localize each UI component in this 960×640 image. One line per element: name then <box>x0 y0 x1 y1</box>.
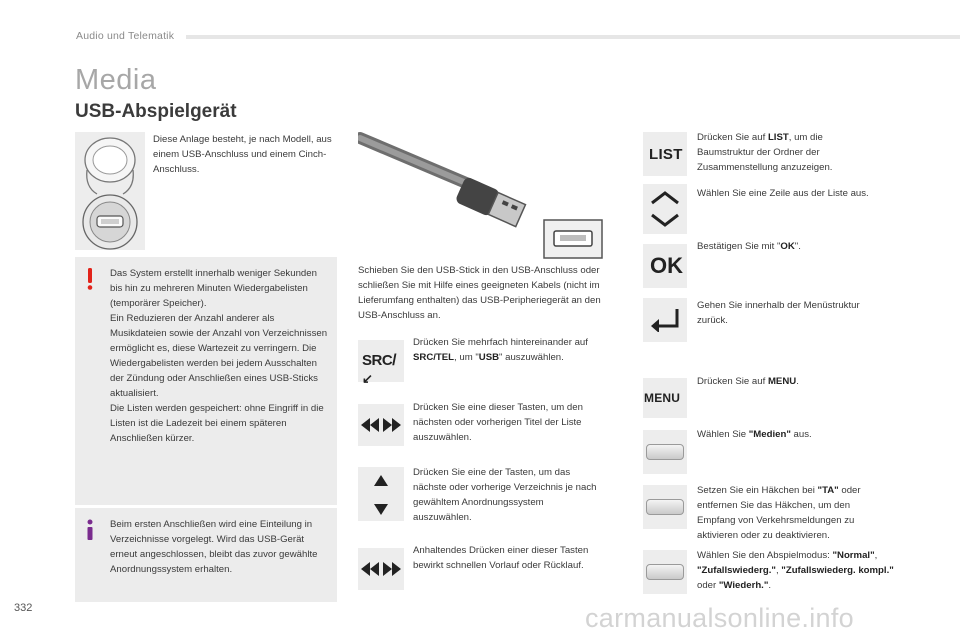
list-post: , um die Baumstruktur der Ordner der Zusammenstellung anzuzeigen. <box>697 132 833 173</box>
list-icon: LIST <box>649 146 683 163</box>
warning-panel <box>75 257 337 505</box>
menu-bold: MENU <box>767 376 797 387</box>
mode-sep4: . <box>768 580 772 591</box>
info-panel <box>75 508 337 602</box>
list-button-box <box>643 132 687 176</box>
fast-buttons-box <box>358 548 404 590</box>
ta-button-box <box>643 485 687 529</box>
prev-next-track-icon <box>361 418 401 432</box>
page-subtitle: USB-Abspielgerät <box>75 101 237 122</box>
back-instruction: Gehen Sie innerhalb der Menüstruktur zurück. <box>697 300 860 326</box>
info-text: Beim ersten Anschließen wird eine Einteilung in Verzeichnisse vorgelegt. Wird das USB-Gerät erneut angeschlossen, bleibt das zuvor gewählte Anordnungssystem erhalten. <box>110 519 318 575</box>
ta-post: oder entfernen Sie das Häkchen, um den Empfang von Verkehrsmeldungen zu aktivieren oder zu deaktivieren. <box>697 485 861 541</box>
ta-softkey-icon <box>646 499 684 515</box>
mode-normal: "Normal" <box>832 550 875 561</box>
fast-instruction: Anhaltendes Drücken einer dieser Tasten bewirkt schnellen Vorlauf oder Rücklauf. <box>413 545 589 571</box>
info-icon <box>84 519 96 541</box>
menu-icon: MENU <box>644 391 681 405</box>
folder-buttons-box <box>358 467 404 521</box>
medien-button-box <box>643 430 687 474</box>
updown-button-box <box>643 184 687 234</box>
src-post: " auszuwählen. <box>499 352 564 363</box>
medien-softkey-icon <box>646 444 684 460</box>
list-bold: LIST <box>767 132 789 143</box>
back-arrow-icon <box>650 308 680 332</box>
usb-stick-illustration <box>358 128 608 263</box>
back-button-box <box>643 298 687 342</box>
src-pre: Drücken Sie mehrfach hintereinander auf <box>413 337 588 348</box>
src-tel-icon: SRC/↙ <box>362 352 397 386</box>
mode-shuffle-all: "Zufallswiederg. kompl." <box>781 565 894 576</box>
src-button-icon-box <box>358 340 404 386</box>
medien-bold: "Medien" <box>748 429 791 440</box>
mode-softkey-icon <box>646 564 684 580</box>
mode-pre: Wählen Sie den Abspielmodus: <box>697 550 833 561</box>
up-down-chevron-icon <box>650 190 680 228</box>
ta-pre: Setzen Sie ein Häkchen bei <box>697 485 818 496</box>
exclamation-icon <box>83 267 97 291</box>
usb-instruction-text: Schieben Sie den USB-Stick in den USB-Anschluss oder schließen Sie mit Hilfe eines geeigneten Kabels (nicht im Lieferumfang enthalten) das USB-Peripheriegerät an den USB-Anschluss an. <box>358 265 601 321</box>
menu-pre: Drücken Sie auf <box>697 376 768 387</box>
mode-button-box <box>643 550 687 594</box>
up-down-folder-icon <box>374 475 388 515</box>
usb-stick-icon <box>358 128 608 263</box>
updown-instruction: Wählen Sie eine Zeile aus der Liste aus. <box>697 188 869 199</box>
page-title: Media <box>75 64 157 96</box>
ta-instruction <box>697 483 887 543</box>
section-header: Audio und Telematik <box>76 30 175 42</box>
medien-pre: Wählen Sie <box>697 429 749 440</box>
menu-post: . <box>796 376 799 387</box>
ok-pre: Bestätigen Sie mit " <box>697 241 781 252</box>
usb-socket-illustration <box>75 132 145 250</box>
fast-forward-rewind-icon <box>361 562 401 576</box>
list-instruction <box>697 130 877 175</box>
track-instruction: Drücken Sie eine dieser Tasten, um den nächsten oder vorherigen Titel der Liste auszuwählen. <box>413 402 583 443</box>
src-instruction <box>413 335 608 365</box>
mode-sep2: , <box>775 565 782 576</box>
medien-instruction <box>697 427 877 442</box>
medien-post: aus. <box>790 429 812 440</box>
header-divider <box>186 35 960 39</box>
track-buttons-box <box>358 404 404 446</box>
ok-bold: OK <box>780 241 795 252</box>
page-number: 332 <box>14 602 33 614</box>
src-bold: SRC/TEL <box>413 352 455 363</box>
ok-post: ". <box>794 241 801 252</box>
ok-button-box <box>643 244 687 288</box>
usb-bold: USB <box>478 352 500 363</box>
src-mid: , um " <box>454 352 479 363</box>
mode-sep3: oder <box>697 580 719 591</box>
list-pre: Drücken Sie auf <box>697 132 768 143</box>
menu-instruction <box>697 374 877 389</box>
watermark: carmanualsonline.info <box>585 603 854 633</box>
menu-button-box <box>643 378 687 418</box>
ta-bold: "TA" <box>817 485 839 496</box>
ok-instruction <box>697 239 877 254</box>
mode-shuffle: "Zufallswiederg." <box>697 565 776 576</box>
mode-sep1: , <box>874 550 878 561</box>
mode-instruction <box>697 548 912 593</box>
folder-instruction: Drücken Sie eine der Tasten, um das nächste oder vorherige Verzeichnis je nach gewähltem Anordnungssystem auszuwählen. <box>413 467 597 523</box>
usb-socket-icon <box>75 132 145 250</box>
ok-icon: OK <box>650 253 683 278</box>
mode-repeat: "Wiederh." <box>718 580 769 591</box>
intro-text: Diese Anlage besteht, je nach Modell, aus einem USB-Anschluss und einem Cinch-Anschluss. <box>153 134 332 175</box>
warning-text: Das System erstellt innerhalb weniger Sekunden bis hin zu mehreren Minuten Wiedergabelisten (temporärer Speicher). Ein Reduzieren der Anzahl anderer als Musikdateien sowie der Anzahl von Verzeichnissen ermöglicht es, diese Wartezeit zu verringern. Die Wiedergabelisten werden bei jedem Ausschalten der Zündung oder Anschließen eines USB-Sticks aktualisiert. Die Listen werden gespeichert: ohne Eingriff in die Listen ist die Ladezeit bei einem späteren Anschließen kürzer. <box>110 268 328 444</box>
src-label: SRC <box>362 352 393 369</box>
